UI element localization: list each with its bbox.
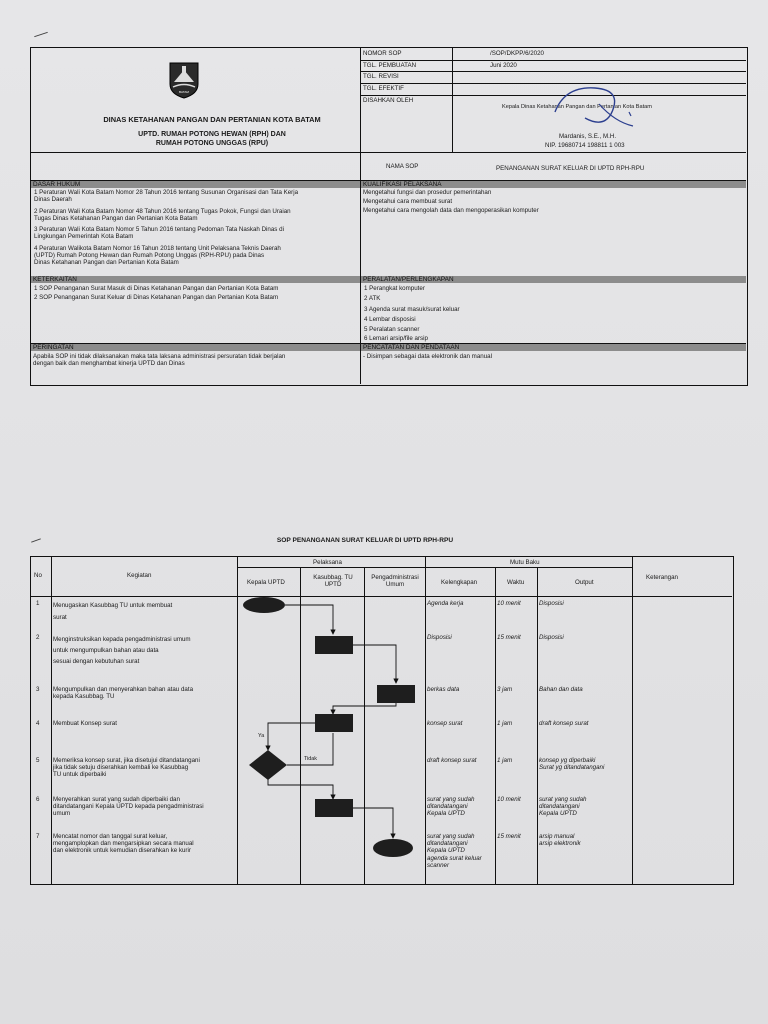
col-output: Output (575, 579, 594, 586)
peralatan-item-3: 3 Agenda surat masuk/surat keluar (364, 306, 460, 313)
row-kelengkapan: Disposisi (427, 634, 452, 641)
keterkaitan-item-2: 2 SOP Penanganan Surat Keluar di Dinas Ketahanan Pangan dan Pertanian Kota Batam (34, 294, 279, 301)
logo-caption: BATAM (179, 90, 189, 94)
process-step-3 (377, 685, 415, 703)
col-kepala: Kepala UPTD (247, 579, 285, 586)
row-kegiatan: Memeriksa konsep surat, jika disetujui ditandatangani jika tidak setuju diserahkan kembali ke Kasubbag TU untuk diperbaiki (53, 757, 200, 779)
row-waktu: 1 jam (497, 757, 513, 764)
row-no: 1 (36, 600, 40, 607)
col-mutu: Mutu Baku (510, 559, 540, 566)
peralatan-item-6: 6 Lemari arsip/file arsip (364, 335, 428, 342)
keterkaitan-item-1: 1 SOP Penanganan Surat Masuk di Dinas Ketahanan Pangan dan Pertanian Kota Batam (34, 285, 279, 292)
row-output: konsep yg diperbaiki Surat yg ditandatangani (539, 757, 605, 772)
row-kegiatan: Menugaskan Kasubbag TU untuk membuat surat (53, 602, 173, 621)
unit-title-line1: UPTD. RUMAH POTONG HEWAN (RPH) DAN (138, 131, 286, 138)
meta-label-revisi: TGL. REVISI (363, 73, 399, 80)
process-step-2 (315, 636, 353, 654)
signer-name: Mardanis, S.E., M.H. (559, 133, 617, 140)
row-kelengkapan: draft konsep surat (427, 757, 477, 764)
col-kasubbag: Kasubbag. TU UPTD (313, 574, 353, 589)
unit-title-line2: RUMAH POTONG UNGGAS (RPU) (155, 140, 269, 147)
row-waktu: 10 menit (497, 796, 521, 803)
row-output: arsip manual arsip elektronik (539, 833, 581, 848)
meta-value-nomor: /SOP/DKPP/6/2020 (490, 50, 544, 57)
process-step-6 (315, 799, 353, 817)
kualifikasi-item-1: Mengetahui fungsi dan prosedur pemerintahan (363, 189, 492, 196)
row-waktu: 3 jam (497, 686, 513, 693)
col-pelaksana: Pelaksana (313, 559, 342, 566)
dasar-hukum-item-1: 1 Peraturan Wali Kota Batam Nomor 28 Tahun 2016 tentang Susunan Organisasi dan Tata Kerja Dinas Daerah (34, 189, 299, 204)
meta-label-nomor: NOMOR SOP (363, 50, 402, 57)
dasar-hukum-item-2: 2 Peraturan Wali Kota Batam Nomor 48 Tahun 2016 tentang Tugas Pokok, Fungsi dan Uraian Tugas Dinas Ketahanan Pangan dan Pertanian Kota Batam (34, 208, 291, 223)
peralatan-item-1: 1 Perangkat komputer (364, 285, 425, 292)
dasar-hukum-heading: DASAR HUKUM (31, 181, 360, 188)
kualifikasi-item-2: Mengetahui cara membuat surat (363, 198, 453, 205)
col-keterangan: Keterangan (646, 574, 678, 581)
row-no: 2 (36, 634, 40, 641)
col-kegiatan: Kegiatan (127, 572, 152, 579)
decision-yes-label: Ya (258, 733, 265, 739)
decision-no-label: Tidak (304, 756, 317, 762)
row-waktu: 1 jam (497, 720, 513, 727)
pencatatan-text: - Disimpan sebagai data elektronik dan manual (363, 353, 492, 360)
row-no: 4 (36, 720, 40, 727)
row-kegiatan: Mengumpulkan dan menyerahkan bahan atau data kepada Kasubbag. TU (53, 686, 194, 701)
kualifikasi-heading: KUALIFIKASI PELAKSANA (361, 181, 746, 188)
row-waktu: 10 menit (497, 600, 521, 607)
meta-value-pembuatan: Juni 2020 (490, 62, 517, 69)
meta-label-pembuatan: TGL. PEMBUATAN (363, 62, 417, 69)
nama-sop-value: PENANGANAN SURAT KELUAR DI UPTD RPH-RPU (496, 165, 645, 172)
col-no: No (34, 572, 42, 579)
row-no: 6 (36, 796, 40, 803)
meta-label-disahkan: DISAHKAN OLEH (363, 97, 414, 104)
decision-step-5 (249, 750, 287, 780)
row-kegiatan: Membuat Konsep surat (53, 720, 117, 727)
row-waktu: 15 menit (497, 833, 521, 840)
end-terminator (373, 839, 413, 857)
row-kelengkapan: konsep surat (427, 720, 463, 727)
agency-title: DINAS KETAHANAN PANGAN DAN PERTANIAN KOTA BATAM (103, 115, 321, 124)
row-kelengkapan: Agenda kerja (427, 600, 464, 607)
col-waktu: Waktu (507, 579, 525, 586)
row-no: 7 (36, 833, 40, 840)
peralatan-item-5: 5 Peralatan scanner (364, 326, 420, 333)
row-kelengkapan: surat yang sudah ditandatangani Kepala UPTD (427, 796, 475, 818)
row-output: draft konsep surat (539, 720, 589, 727)
row-no: 5 (36, 757, 40, 764)
row-no: 3 (36, 686, 40, 693)
dasar-hukum-item-3: 3 Peraturan Wali Kota Batam Nomor 5 Tahun 2016 tentang Pedoman Tata Naskah Dinas di Lingkungan Pemerintah Kota Batam (34, 226, 284, 241)
row-output: surat yang sudah ditandatangani Kepala UPTD (539, 796, 587, 818)
row-output: Disposisi (539, 634, 564, 641)
start-terminator (243, 597, 285, 613)
peringatan-text: Apabila SOP ini tidak dilaksanakan maka tata laksana administrasi persuratan tidak berjalan dengan baik dan menghambat kinerja UPTD dan Dinas (33, 353, 286, 368)
row-kegiatan: Mencatat nomor dan tanggal surat keluar, mengamplopkan dan mengarsipkan secara manual dan elektronik untuk kemudian diserahkan ke kurir (53, 833, 194, 855)
row-output: Disposisi (539, 600, 564, 607)
row-kegiatan: Menyerahkan surat yang sudah diperbaiki dan ditandatangani Kepala UPTD kepada pengadministrasi umum (53, 796, 204, 818)
signer-nip: NIP. 19680714 198811 1 003 (545, 142, 625, 149)
meta-value-disahkan: Kepala Dinas Ketahanan Pangan dan Pertanian Kota Batam (502, 104, 652, 110)
col-kelengkapan: Kelengkapan (441, 579, 478, 586)
meta-label-efektif: TGL. EFEKTIF (363, 85, 404, 92)
dasar-hukum-item-4: 4 Peraturan Walikota Batam Nomor 16 Tahun 2018 tentang Unit Pelaksana Teknis Daerah (UPTD) Rumah Potong Hewan dan Rumah Potong Unggas (RPH-RPU) pada Dinas Dinas Ketahanan Pangan dan Pertanian Kota Batam (34, 245, 281, 267)
row-kelengkapan: berkas data (427, 686, 460, 693)
row-kegiatan: Menginstruksikan kepada pengadministrasi umum untuk mengumpulkan bahan atau data sesuai dengan kebutuhan surat (53, 636, 191, 665)
peralatan-item-4: 4 Lembar disposisi (364, 316, 416, 323)
flow-title: SOP PENANGANAN SURAT KELUAR DI UPTD RPH-RPU (276, 537, 454, 544)
process-step-4 (315, 714, 353, 732)
peralatan-item-2: 2 ATK (364, 295, 381, 302)
peringatan-heading: PERINGATAN (31, 344, 360, 351)
row-waktu: 15 menit (497, 634, 521, 641)
row-kelengkapan: surat yang sudah ditandatangani Kepala UPTD agenda surat keluar scanner (427, 833, 482, 869)
keterkaitan-heading: KETERKAITAN (31, 276, 360, 283)
kualifikasi-item-3: Mengetahui cara mengolah data dan mengoperasikan komputer (363, 207, 539, 214)
nama-sop-label: NAMA SOP (386, 163, 419, 170)
peralatan-heading: PERALATAN/PERLENGKAPAN (361, 276, 746, 283)
row-output: Bahan dan data (539, 686, 583, 693)
pencatatan-heading: PENCATATAN DAN PENDATAAN (361, 344, 746, 351)
col-pengadmin: Pengadministrasi Umum (371, 574, 419, 589)
